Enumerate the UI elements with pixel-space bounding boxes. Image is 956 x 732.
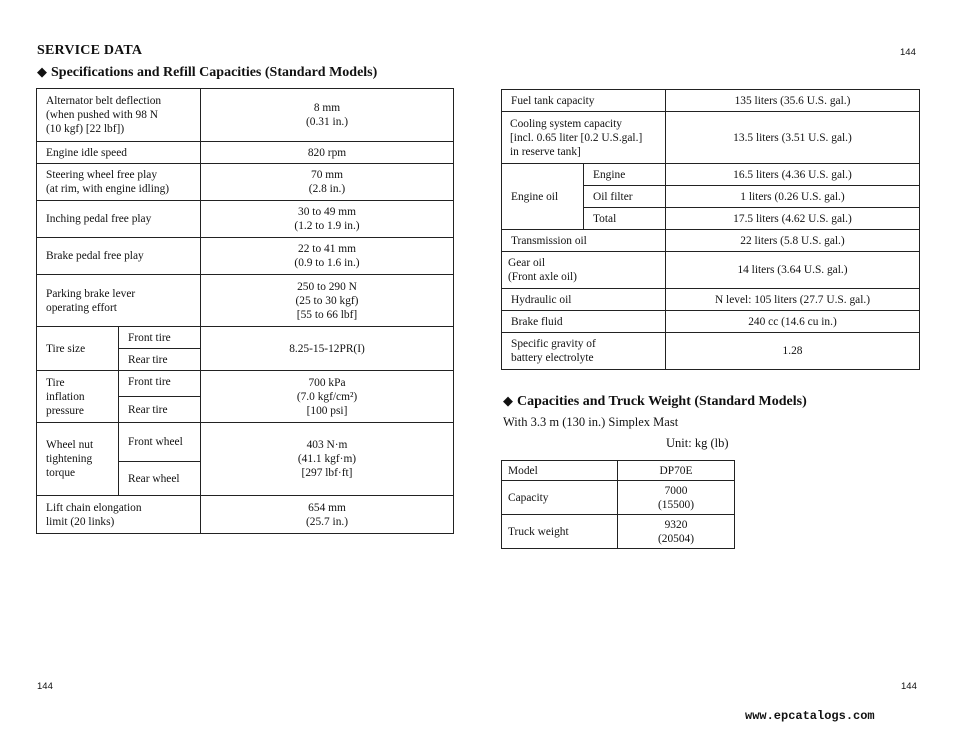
table-row: Lift chain elongation limit (20 links) 654 mm (25.7 in.)	[37, 496, 454, 534]
table-row: Rear tire	[37, 397, 454, 423]
table-row: Fuel tank capacity 135 liters (35.6 U.S. gal.)	[502, 90, 920, 112]
capacities-subtitle: With 3.3 m (130 in.) Simplex Mast	[503, 415, 679, 429]
table-row: Brake pedal free play 22 to 41 mm (0.9 to 1.6 in.)	[37, 238, 454, 275]
table-row: Total 17.5 liters (4.62 U.S. gal.)	[502, 208, 920, 230]
table-row: Capacity 7000 (15500)	[502, 481, 735, 515]
table-row: Alternator belt deflection (when pushed with 98 N (10 kgf) [22 lbf]) 8 mm (0.31 in.)	[37, 89, 454, 142]
table-row: Tire inflation pressure Front tire 700 kPa (7.0 kgf/cm²) [100 psi]	[37, 371, 454, 397]
diamond-bullet-icon: ◆	[503, 393, 513, 408]
refill-capacities-table	[501, 89, 920, 370]
table-row: Truck weight 9320 (20504)	[502, 515, 735, 549]
table-row: Cooling system capacity [incl. 0.65 liter [0.2 U.S.gal.] in reserve tank] 13.5 liters (3.51 U.S. gal.)	[502, 112, 920, 164]
table-row: Tire size Front tire 8.25-15-12PR(I)	[37, 327, 454, 349]
capacities-heading: ◆ Capacities and Truck Weight (Standard Models)	[503, 393, 807, 409]
page-number-right: 144	[901, 681, 917, 692]
table-row: Parking brake lever operating effort 250 to 290 N (25 to 30 kgf) [55 to 66 lbf]	[37, 275, 454, 327]
unit-label: Unit: kg (lb)	[666, 436, 729, 450]
specifications-table	[36, 88, 454, 534]
table-row: Rear tire	[37, 349, 454, 371]
truck-weight-table	[501, 460, 735, 549]
table-row: Rear wheel	[37, 462, 454, 496]
left-heading: ◆ Specifications and Refill Capacities (Standard Models)	[37, 64, 378, 80]
table-row: Transmission oil 22 liters (5.8 U.S. gal.)	[502, 230, 920, 252]
table-row: Wheel nut tightening torque Front wheel 403 N·m (41.1 kgf·m) [297 lbf·ft]	[37, 423, 454, 462]
table-row: Gear oil (Front axle oil) 14 liters (3.64 U.S. gal.)	[502, 252, 920, 289]
page-number-top: 144	[900, 47, 916, 58]
table-row: Engine idle speed 820 rpm	[37, 142, 454, 164]
watermark-link[interactable]: www.epcatalogs.com	[745, 709, 875, 723]
table-row: Specific gravity of battery electrolyte 1.28	[502, 333, 920, 370]
table-row: Model DP70E	[502, 461, 735, 481]
table-row: Brake fluid 240 cc (14.6 cu in.)	[502, 311, 920, 333]
table-row: Hydraulic oil N level: 105 liters (27.7 U.S. gal.)	[502, 289, 920, 311]
diamond-bullet-icon: ◆	[37, 64, 47, 79]
table-row: Steering wheel free play (at rim, with engine idling) 70 mm (2.8 in.)	[37, 164, 454, 201]
table-row: Engine oil Engine 16.5 liters (4.36 U.S. gal.)	[502, 164, 920, 186]
table-row: Oil filter 1 liters (0.26 U.S. gal.)	[502, 186, 920, 208]
section-title: SERVICE DATA	[37, 43, 143, 58]
page-number-left: 144	[37, 681, 53, 692]
table-row: Inching pedal free play 30 to 49 mm (1.2 to 1.9 in.)	[37, 201, 454, 238]
